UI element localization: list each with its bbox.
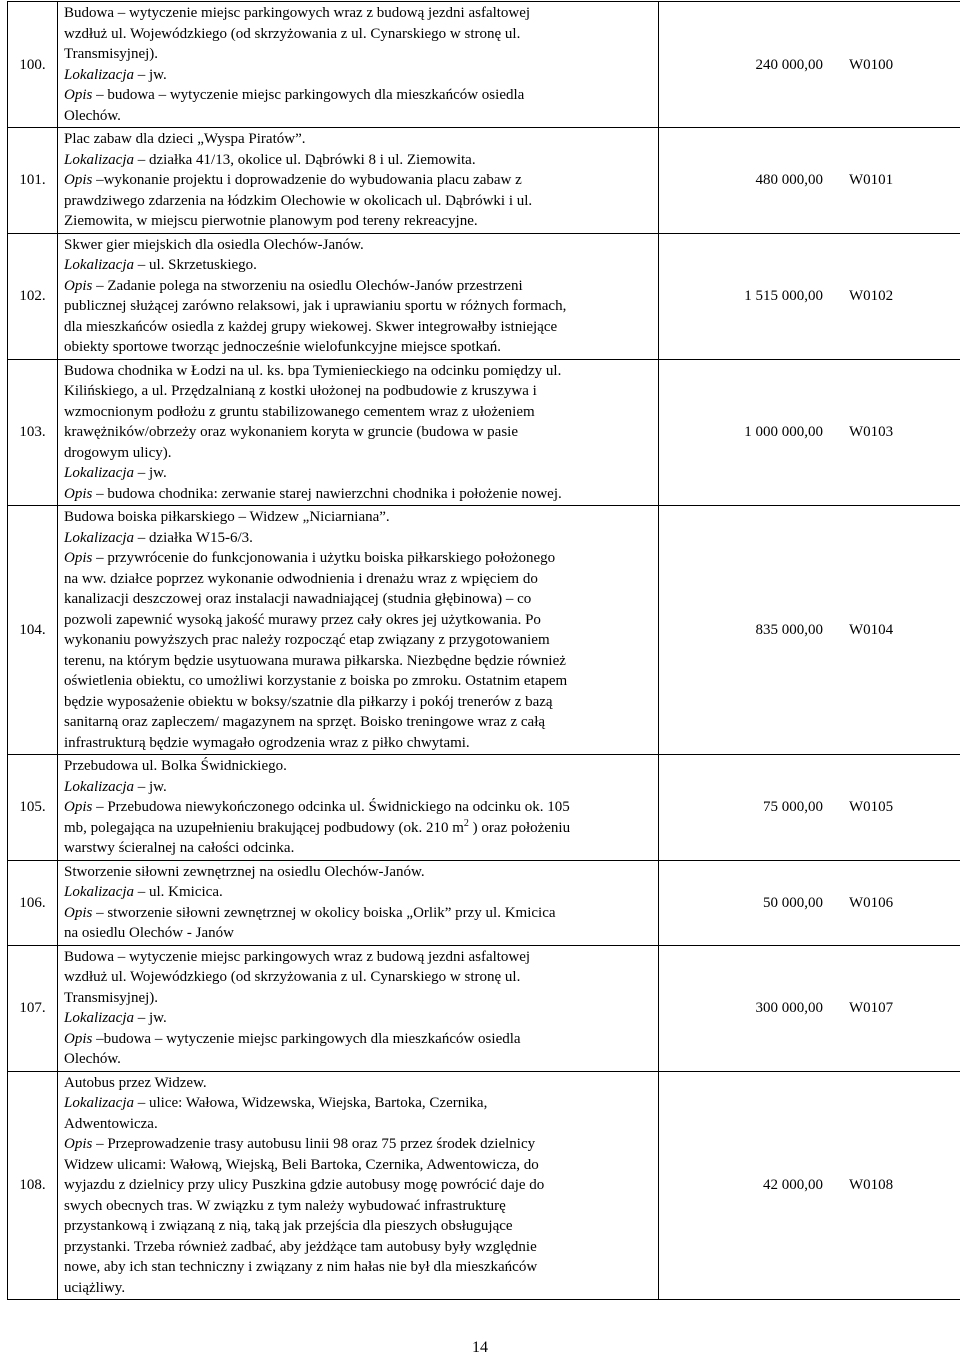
budget-table-body [8, 2, 960, 1300]
amount-cell [659, 1071, 960, 1300]
amount-value: 1 515 000,00 [744, 288, 823, 304]
amount-wrapper [659, 798, 960, 816]
row-number: 102. [8, 233, 58, 359]
description-line [64, 1093, 658, 1114]
amount-value: 835 000,00 [755, 622, 823, 638]
amount-value: 240 000,00 [755, 56, 823, 73]
field-text: – ul. Kmicica. [134, 884, 223, 900]
table-row [8, 1071, 960, 1300]
description-line: sanitarną oraz zapleczem/ magazynem na sprzęt. Boisko treningowe wraz z całą [64, 714, 546, 730]
description-line: oświetlenia obiektu, co umożliwi korzystanie z boiska po zmroku. Ostatnim etapem [64, 673, 568, 689]
description-line: Widzew ulicami: Wałową, Wiejską, Beli Bartoka, Czernika, Adwentowicza, do [64, 1156, 539, 1173]
field-label: Opis [64, 277, 93, 294]
field-text: – jw. [134, 778, 167, 795]
field-text: –wykonanie projektu i doprowadzenie do wybudowania placu zabaw z [92, 172, 522, 188]
description-line [64, 150, 658, 171]
field-label: Opis [64, 1136, 93, 1152]
field-label: Lokalizacja [64, 1095, 134, 1111]
description-line: Olechów. [64, 1051, 121, 1067]
budget-table [7, 1, 960, 1300]
field-label: Opis [64, 87, 93, 103]
field-label: Opis [64, 904, 93, 921]
description-line: przystanki. Trzeba również zadbać, aby jeżdżące tam autobusy były względnie [64, 1238, 537, 1255]
amount-cell [659, 755, 960, 861]
amount-cell [659, 359, 960, 506]
description-line: wzmocnionym podłożu z gruntu stabilizowanego cementem wraz z ułożeniem [64, 403, 535, 420]
amount-value: 42 000,00 [763, 1177, 823, 1194]
amount-cell [659, 506, 960, 755]
amount-value: 75 000,00 [763, 799, 823, 816]
description-line: warstwy ścieralnej na całości odcinka. [64, 840, 295, 856]
description-line: Transmisyjnej). [64, 46, 159, 62]
description-line: Ziemowita, w miejscu pierwotnie planowym pod tereny rekreacyjne. [64, 213, 478, 229]
task-code: W0103 [849, 424, 894, 441]
amount-cell [659, 860, 960, 945]
amount-wrapper [659, 287, 960, 305]
task-code: W0101 [849, 172, 894, 189]
description-line: Plac zabaw dla dzieci „Wyspa Piratów”. [64, 131, 306, 147]
description-line: Budowa – wytyczenie miejsc parkingowych wraz z budową jezdni asfaltowej [64, 5, 531, 21]
description-line: mb, polegająca na uzupełnieniu brakującej podbudowy (ok. 210 $m^2$ ) oraz położeniu [64, 817, 571, 836]
description-line [64, 484, 658, 505]
task-code: W0104 [849, 622, 894, 638]
field-label: Lokalizacja [64, 884, 134, 900]
field-label: Opis [64, 550, 93, 566]
description-line: obiekty sportowe tworząc jednocześnie wielofunkcyjne miejsce spotkań. [64, 339, 501, 355]
field-text: – przywrócenie do funkcjonowania i użytku boiska piłkarskiego położonego [92, 550, 556, 566]
row-number: 106. [8, 860, 58, 945]
field-label: Opis [64, 799, 93, 815]
description-line: Autobus przez Widzew. [64, 1074, 207, 1091]
table-row [8, 945, 960, 1071]
task-description [58, 945, 659, 1071]
field-text: – budowa chodnika: zerwanie starej nawierzchni chodnika i położenie nowej. [92, 485, 562, 502]
field-label: Lokalizacja [64, 151, 134, 168]
field-label: Opis [64, 485, 93, 502]
description-line: kanalizacji deszczowej oraz instalacji nawadniającej (studnia głębinowa) – co [64, 591, 532, 607]
description-line: nowe, aby ich stan techniczny i związany z nim hałas nie był dla mieszkańców [64, 1259, 538, 1275]
task-description [58, 2, 659, 128]
task-code: W0100 [849, 56, 894, 73]
description-line [64, 1008, 658, 1029]
table-row [8, 860, 960, 945]
field-text: – Przeprowadzenie trasy autobusu linii 98 oraz 75 przez środek dzielnicy [92, 1136, 536, 1152]
description-line: dla mieszkańców osiedla z każdej grupy wiekowej. Skwer integrowałby istniejące [64, 318, 558, 335]
description-line: prawdziwego zdarzenia na łódzkim Olechowie w okolicach ul. Dąbrówki i ul. [64, 192, 533, 209]
table-row [8, 755, 960, 861]
description-line [64, 463, 658, 484]
field-label: Lokalizacja [64, 1010, 134, 1026]
row-number: 101. [8, 128, 58, 234]
amount-wrapper [659, 621, 960, 639]
description-line: krawężników/obrzeży oraz wykonaniem koryta w gruncie (budowa w pasie [64, 424, 518, 440]
description-line: Budowa chodnika w Łodzi na ul. ks. bpa Tymienieckiego na odcinku pomiędzy ul. [64, 362, 562, 379]
field-text: – budowa – wytyczenie miejsc parkingowych dla mieszkańców osiedla [92, 87, 525, 103]
row-number: 105. [8, 755, 58, 861]
description-line [64, 1134, 658, 1155]
field-label: Lokalizacja [64, 778, 134, 795]
amount-value: 1 000 000,00 [744, 424, 823, 441]
task-description [58, 359, 659, 506]
field-text: – jw. [134, 1010, 167, 1026]
amount-wrapper [659, 894, 960, 912]
description-line [64, 882, 658, 903]
task-code: W0106 [849, 894, 894, 911]
description-line [64, 85, 658, 106]
amount-wrapper [659, 999, 960, 1017]
field-text: – Przebudowa niewykończonego odcinka ul. Świdnickiego na odcinku ok. 105 [92, 799, 570, 815]
description-line [64, 1029, 658, 1050]
description-line: Stworzenie siłowni zewnętrznej na osiedlu Olechów-Janów. [64, 863, 425, 880]
description-line [64, 255, 658, 276]
table-row [8, 233, 960, 359]
table-row [8, 2, 960, 128]
description-line: Adwentowicza. [64, 1115, 158, 1132]
description-line: wykonaniu powyższych prac należy rozpocząć etap związany z przygotowaniem [64, 632, 550, 648]
amount-wrapper [659, 56, 960, 74]
field-text: – Zadanie polega na stworzeniu na osiedlu Olechów-Janów przestrzeni [92, 277, 523, 294]
amount-value: 50 000,00 [763, 894, 823, 911]
page-number: 14 [472, 1339, 488, 1356]
amount-cell [659, 128, 960, 234]
description-line: drogowym ulicy). [64, 444, 172, 461]
description-line: Budowa – wytyczenie miejsc parkingowych wraz z budową jezdni asfaltowej [64, 948, 531, 965]
amount-cell [659, 2, 960, 128]
row-number: 104. [8, 506, 58, 755]
amount-cell [659, 233, 960, 359]
amount-value: 300 000,00 [755, 1000, 823, 1016]
field-text: – działka 41/13, okolice ul. Dąbrówki 8 i ul. Ziemowita. [134, 151, 476, 168]
description-line: Przebudowa ul. Bolka Świdnickiego. [64, 758, 287, 774]
description-line: Kilińskiego, a ul. Przędzalnianą z kostki ułożonej na podbudowie z kruszywa i [64, 383, 537, 399]
description-line: wzdłuż ul. Wojewódzkiego (od skrzyżowania z ul. Cynarskiego w stronę ul. [64, 969, 521, 985]
description-line: przystankową i związaną z nią, taką jak przejścia dla pieszych obsługujące [64, 1218, 513, 1234]
field-label: Lokalizacja [64, 529, 134, 546]
amount-cell [659, 945, 960, 1071]
description-line: Skwer gier miejskich dla osiedla Olechów-Janów. [64, 236, 364, 253]
amount-wrapper [659, 1176, 960, 1194]
field-text: – jw. [134, 465, 167, 481]
task-code: W0107 [849, 1000, 894, 1016]
task-code: W0105 [849, 799, 894, 816]
field-text: – ulice: Wałowa, Widzewska, Wiejska, Bartoka, Czernika, [134, 1095, 488, 1111]
field-label: Opis [64, 172, 93, 188]
description-line [64, 65, 658, 86]
description-line: wyjazdu z dzielnicy przy ulicy Puszkina gdzie autobusy mogę powrócić daje do [64, 1177, 545, 1193]
description-line [64, 170, 658, 191]
description-line: pozwoli zapewnić wysoką jakość murawy przez cały okres jej użytkowania. Po [64, 611, 541, 628]
description-line: wzdłuż ul. Wojewódzkiego (od skrzyżowania z ul. Cynarskiego w stronę ul. [64, 25, 521, 42]
task-description [58, 233, 659, 359]
description-line: na ww. działce poprzez wykonanie odwodnienia i drenażu wraz z wpięciem do [64, 570, 538, 587]
task-description [58, 755, 659, 861]
task-description [58, 1071, 659, 1300]
description-line [64, 797, 658, 818]
description-line: swych obecnych tras. W związku z tym należy wybudować infrastrukturę [64, 1197, 506, 1214]
field-text: –budowa – wytyczenie miejsc parkingowych dla mieszkańców osiedla [92, 1030, 521, 1047]
field-label: Lokalizacja [64, 66, 134, 83]
table-row [8, 506, 960, 755]
row-number: 103. [8, 359, 58, 506]
task-description [58, 860, 659, 945]
field-label: Lokalizacja [64, 257, 134, 273]
description-line [64, 777, 658, 798]
field-label: Lokalizacja [64, 465, 134, 481]
description-line: będzie wyposażenie obiektu w boksy/szatnie dla piłkarzy i pokój trenerów z bazą [64, 693, 553, 710]
task-description [58, 128, 659, 234]
field-text: – działka W15-6/3. [134, 529, 253, 546]
description-line: Transmisyjnej). [64, 989, 159, 1006]
field-text: – stworzenie siłowni zewnętrznej w okolicy boiska „Orlik” przy ul. Kmicica [92, 904, 556, 921]
task-code: W0102 [849, 288, 894, 304]
description-line: terenu, na którym będzie usytuowana murawa piłkarska. Niezbędne będzie również [64, 652, 566, 669]
task-code: W0108 [849, 1177, 894, 1194]
description-line: na osiedlu Olechów - Janów [64, 925, 234, 941]
description-line: publicznej służącej zarówno relaksowi, jak i uprawianiu sportu w różnych formach, [64, 298, 567, 314]
table-row [8, 359, 960, 506]
amount-wrapper [659, 423, 960, 441]
description-line [64, 276, 658, 297]
description-line: Olechów. [64, 107, 121, 124]
row-number: 107. [8, 945, 58, 1071]
amount-wrapper [659, 171, 960, 189]
description-line: uciążliwy. [64, 1279, 126, 1296]
row-number: 100. [8, 2, 58, 128]
description-line: Budowa boiska piłkarskiego – Widzew „Niciarniana”. [64, 509, 390, 525]
amount-value: 480 000,00 [755, 172, 823, 189]
field-label: Opis [64, 1030, 93, 1047]
description-line: infrastrukturą będzie wymagało ogrodzenia wraz z piłko chwytami. [64, 734, 470, 751]
field-text: – jw. [134, 66, 167, 83]
row-number: 108. [8, 1071, 58, 1300]
table-row [8, 128, 960, 234]
superscript: 2 [463, 817, 469, 829]
description-line [64, 903, 658, 924]
field-text: – ul. Skrzetuskiego. [134, 257, 257, 273]
description-line [64, 528, 658, 549]
description-line [64, 548, 658, 569]
task-description [58, 506, 659, 755]
